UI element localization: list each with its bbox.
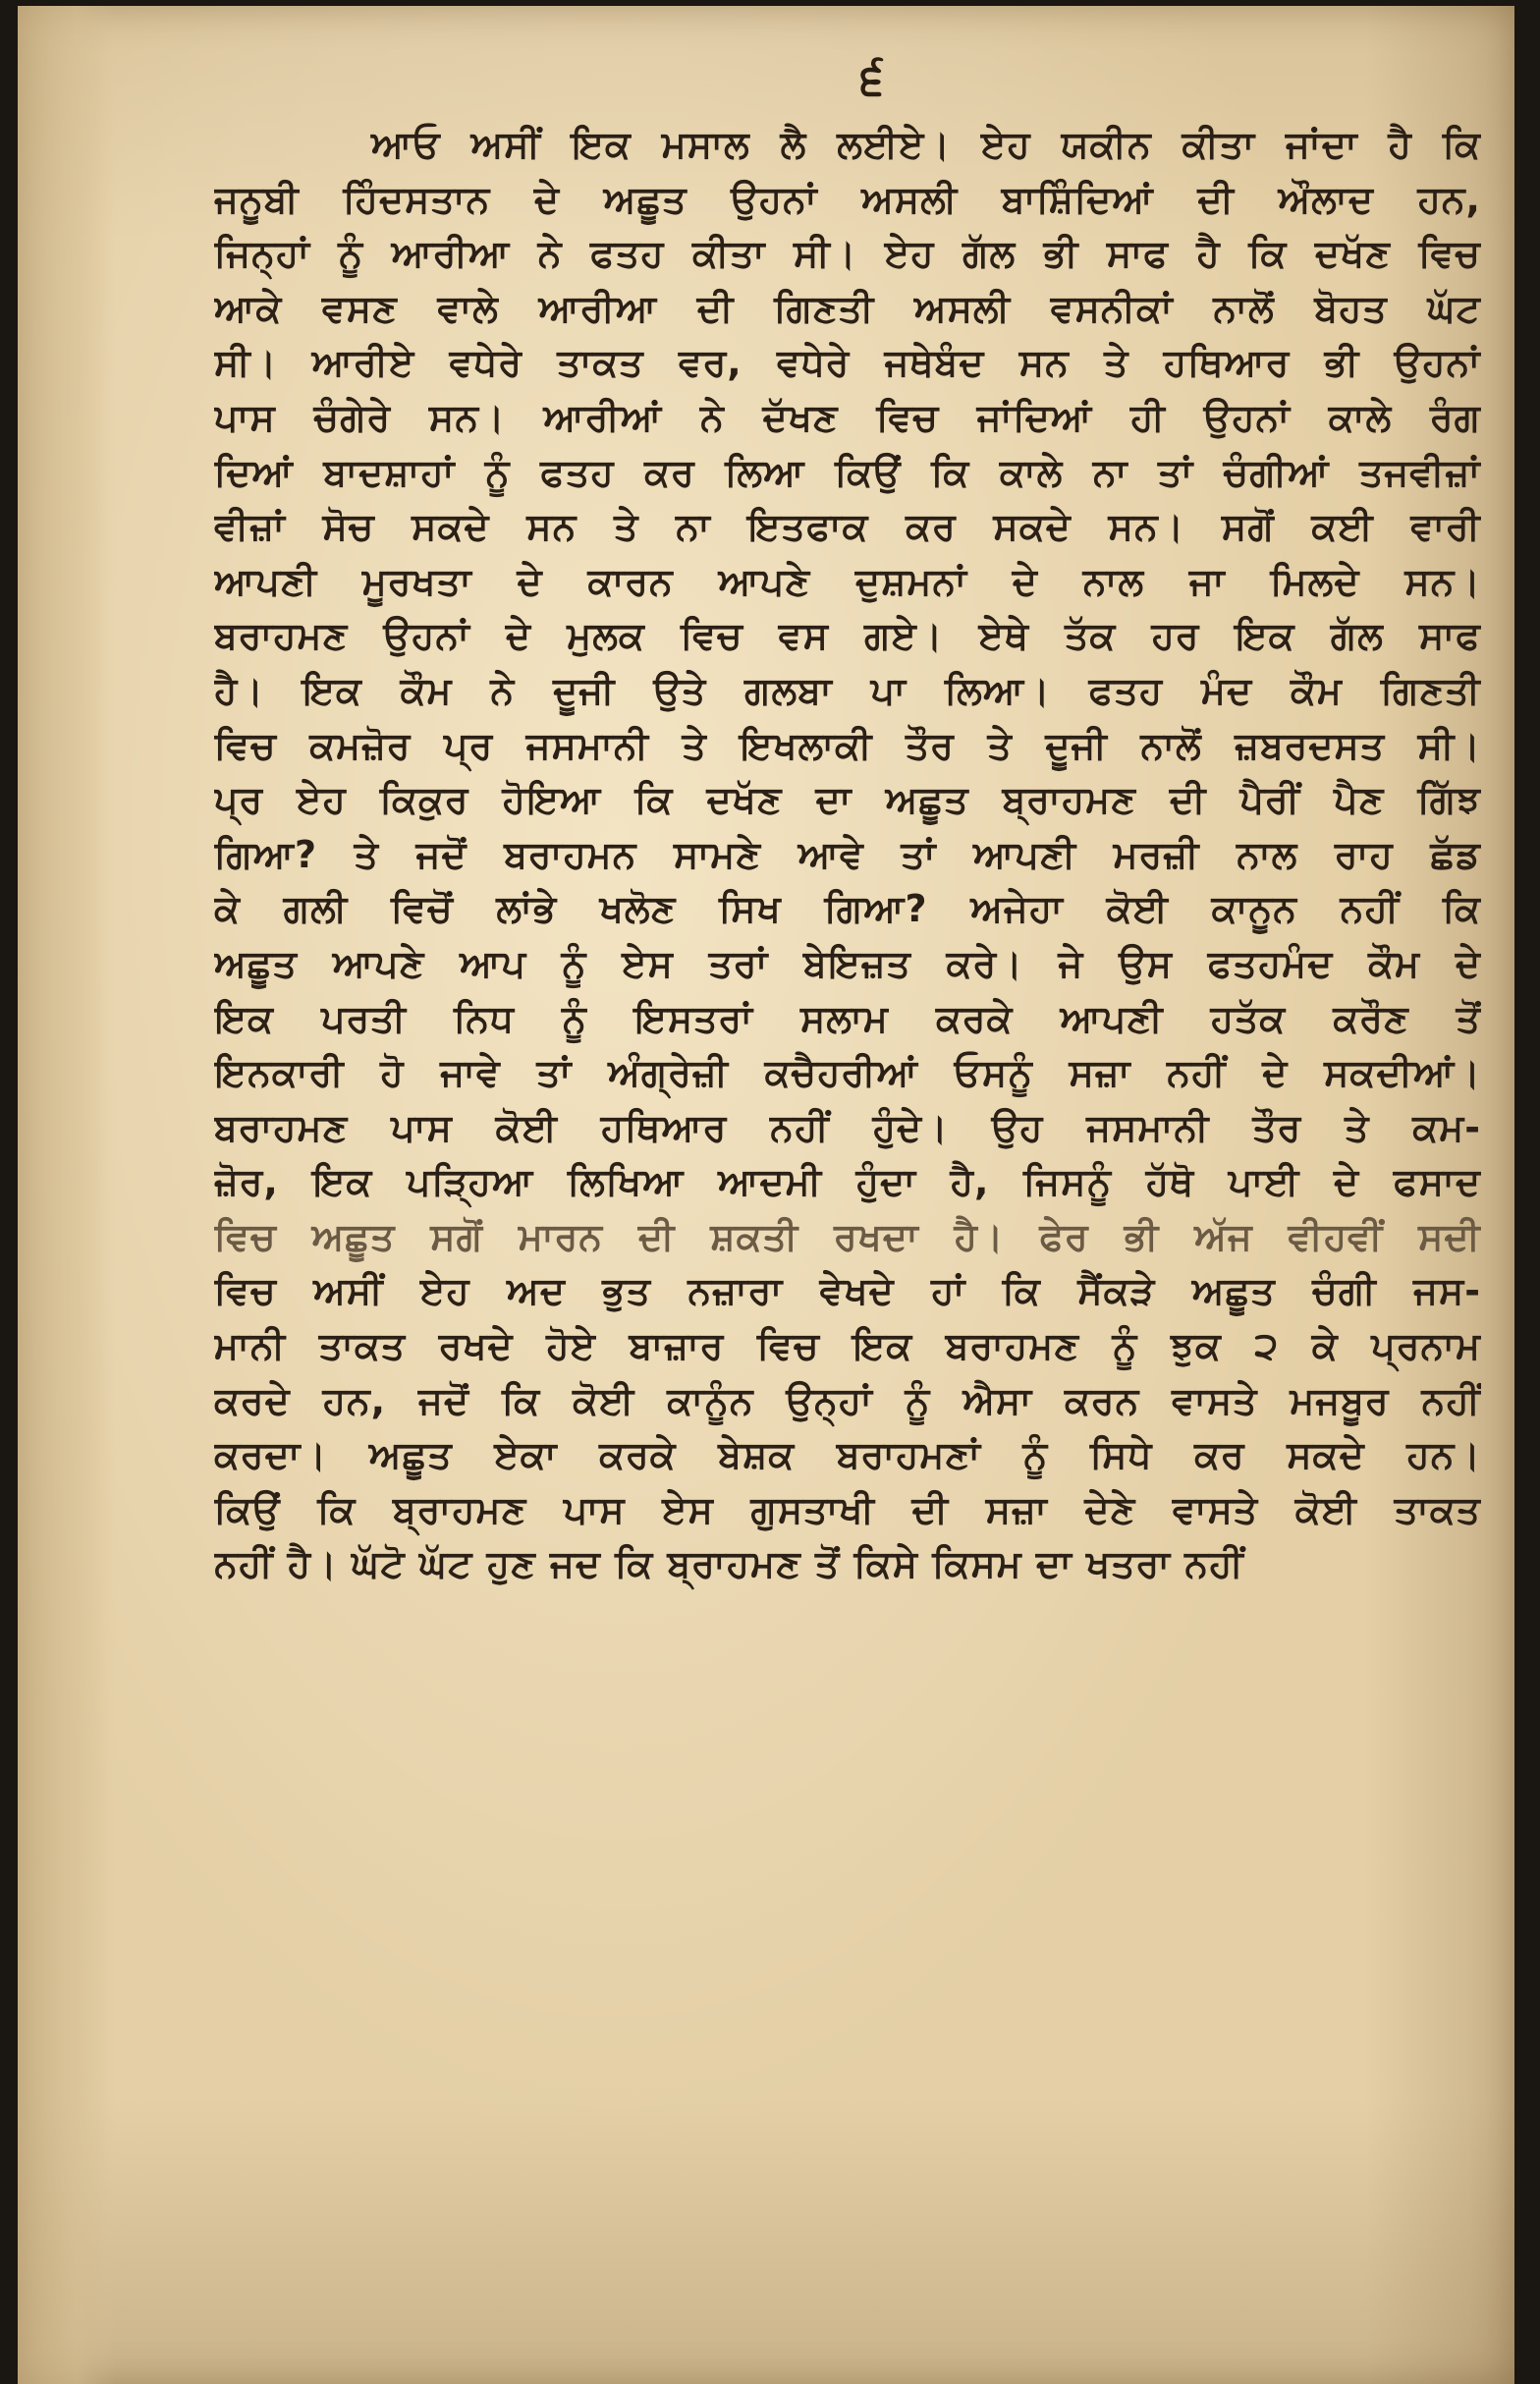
text-line: ਕਰਦਾ। ਅਛੂਤ ਏਕਾ ਕਰਕੇ ਬੇਸ਼ਕ ਬਰਾਹਮਣਾਂ ਨੂੰ ਸਿਧੇ ਕਰ ਸਕਦੇ ਹਨ।: [214, 1433, 1481, 1477]
text-line: ਵਿਚ ਕਮਜ਼ੋਰ ਪ੍ਰ ਜਸਮਾਨੀ ਤੇ ਇਖਲਾਕੀ ਤੌਰ ਤੇ ਦੂਜੀ ਨਾਲੋਂ ਜ਼ਬਰਦਸਤ ਸੀ।: [214, 723, 1481, 767]
page-number: ੬: [860, 51, 884, 104]
text-line: ਅਛੂਤ ਆਪਣੇ ਆਪ ਨੂੰ ਏਸ ਤਰਾਂ ਬੇਇਜ਼ਤ ਕਰੇ। ਜੇ ਉਸ ਫਤਹਮੰਦ ਕੌਮ ਦੇ: [214, 941, 1481, 985]
text-line: ਜਨੂਬੀ ਹਿੰਦਸਤਾਨ ਦੇ ਅਛੂਤ ਉਹਨਾਂ ਅਸਲੀ ਬਾਸ਼ਿੰਦਿਆਂ ਦੀ ਔਲਾਦ ਹਨ,: [214, 177, 1481, 221]
text-line: ਆਕੇ ਵਸਣ ਵਾਲੇ ਆਰੀਆ ਦੀ ਗਿਣਤੀ ਅਸਲੀ ਵਸਨੀਕਾਂ ਨਾਲੋਂ ਬੋਹਤ ਘੱਟ: [214, 286, 1481, 330]
text-line: ਪਾਸ ਚੰਗੇਰੇ ਸਨ। ਆਰੀਆਂ ਨੇ ਦੱਖਣ ਵਿਚ ਜਾਂਦਿਆਂ ਹੀ ਉਹਨਾਂ ਕਾਲੇ ਰੰਗ: [214, 395, 1481, 439]
text-line: ਆਓ ਅਸੀਂ ਇਕ ਮਸਾਲ ਲੈ ਲਈਏ। ਏਹ ਯਕੀਨ ਕੀਤਾ ਜਾਂਦਾ ਹੈ ਕਿ: [371, 123, 1481, 166]
text-line: ਗਿਆ? ਤੇ ਜਦੋਂ ਬਰਾਹਮਨ ਸਾਮਣੇ ਆਵੇ ਤਾਂ ਆਪਣੀ ਮਰਜ਼ੀ ਨਾਲ ਰਾਹ ਛੱਡ: [214, 832, 1481, 876]
text-line: ਇਨਕਾਰੀ ਹੋ ਜਾਵੇ ਤਾਂ ਅੰਗ੍ਰੇਜ਼ੀ ਕਚੈਹਰੀਆਂ ਓਸਨੂੰ ਸਜ਼ਾ ਨਹੀਂ ਦੇ ਸਕਦੀਆਂ।: [214, 1051, 1481, 1095]
text-line: ਜਿਨ੍ਹਾਂ ਨੂੰ ਆਰੀਆ ਨੇ ਫਤਹ ਕੀਤਾ ਸੀ। ਏਹ ਗੱਲ ਭੀ ਸਾਫ ਹੈ ਕਿ ਦਖੱਣ ਵਿਚ: [214, 232, 1481, 276]
text-line: ਵਿਚ ਅਛੂਤ ਸਗੋਂ ਮਾਰਨ ਦੀ ਸ਼ਕਤੀ ਰਖਦਾ ਹੈ। ਫੇਰ ਭੀ ਅੱਜ ਵੀਹਵੀਂ ਸਦੀ: [214, 1214, 1481, 1258]
text-line: ਇਕ ਪਰਤੀ ਨਿਧ ਨੂੰ ਇਸਤਰਾਂ ਸਲਾਮ ਕਰਕੇ ਆਪਣੀ ਹਤੱਕ ਕਰੌਣ ਤੋਂ: [214, 996, 1481, 1040]
text-line: ਕੇ ਗਲੀ ਵਿਚੋਂ ਲਾਂਭੇ ਖਲੋਣ ਸਿਖ ਗਿਆ? ਅਜੇਹਾ ਕੋਈ ਕਾਨੂਨ ਨਹੀਂ ਕਿ: [214, 887, 1481, 931]
paper-edge-shadow: [18, 6, 116, 2384]
text-line: ਪ੍ਰ ਏਹ ਕਿਕੁਰ ਹੋਇਆ ਕਿ ਦਖੱਣ ਦਾ ਅਛੂਤ ਬ੍ਰਾਹਮਣ ਦੀ ਪੈਰੀਂ ਪੈਣ ਗਿੱਝ: [214, 778, 1481, 822]
text-line: ਕਰਦੇ ਹਨ, ਜਦੋਂ ਕਿ ਕੋਈ ਕਾਨੂੰਨ ਉਨ੍ਹਾਂ ਨੂੰ ਐਸਾ ਕਰਨ ਵਾਸਤੇ ਮਜਬੂਰ ਨਹੀਂ: [214, 1378, 1481, 1422]
text-line: ਆਪਣੀ ਮੂਰਖਤਾ ਦੇ ਕਾਰਨ ਆਪਣੇ ਦੁਸ਼ਮਨਾਂ ਦੇ ਨਾਲ ਜਾ ਮਿਲਦੇ ਸਨ।: [214, 559, 1481, 603]
text-line: ਬਰਾਹਮਣ ਪਾਸ ਕੋਈ ਹਥਿਆਰ ਨਹੀਂ ਹੁੰਦੇ। ਉਹ ਜਸਮਾਨੀ ਤੌਰ ਤੇ ਕਮ-: [214, 1105, 1481, 1149]
text-line: ਹੈ। ਇਕ ਕੌਮ ਨੇ ਦੂਜੀ ਉਤੇ ਗਲਬਾ ਪਾ ਲਿਆ। ਫਤਹ ਮੰਦ ਕੌਮ ਗਿਣਤੀ: [214, 668, 1481, 712]
text-line: ਸੀ। ਆਰੀਏ ਵਧੇਰੇ ਤਾਕਤ ਵਰ, ਵਧੇਰੇ ਜਥੇਬੰਦ ਸਨ ਤੇ ਹਥਿਆਰ ਭੀ ਉਹਨਾਂ: [214, 341, 1481, 385]
text-line: ਨਹੀਂ ਹੈ। ਘੱਟੋ ਘੱਟ ਹੁਣ ਜਦ ਕਿ ਬ੍ਰਾਹਮਣ ਤੋਂ ਕਿਸੇ ਕਿਸਮ ਦਾ ਖਤਰਾ ਨਹੀਂ: [214, 1542, 1244, 1586]
text-line: ਜ਼ੋਰ, ਇਕ ਪੜ੍ਹਿਆ ਲਿਖਿਆ ਆਦਮੀ ਹੁੰਦਾ ਹੈ, ਜਿਸਨੂੰ ਹੱਥੋ ਪਾਈ ਦੇ ਫਸਾਦ: [214, 1160, 1481, 1204]
text-line: ਵੀਜ਼ਾਂ ਸੋਚ ਸਕਦੇ ਸਨ ਤੇ ਨਾ ਇਤਫਾਕ ਕਰ ਸਕਦੇ ਸਨ। ਸਗੋਂ ਕਈ ਵਾਰੀ: [214, 505, 1481, 549]
body-text: [214, 118, 1481, 1592]
text-line: ਬਰਾਹਮਣ ਉਹਨਾਂ ਦੇ ਮੁਲਕ ਵਿਚ ਵਸ ਗਏ। ਏਥੇ ਤੱਕ ਹਰ ਇਕ ਗੱਲ ਸਾਫ: [214, 614, 1481, 658]
text-line: ਮਾਨੀ ਤਾਕਤ ਰਖਦੇ ਹੋਏ ਬਾਜ਼ਾਰ ਵਿਚ ਇਕ ਬਰਾਹਮਣ ਨੂੰ ਝੁਕ ੨ ਕੇ ਪ੍ਰਨਾਮ: [214, 1324, 1481, 1368]
text-line: ਦਿਆਂ ਬਾਦਸ਼ਾਹਾਂ ਨੂੰ ਫਤਹ ਕਰ ਲਿਆ ਕਿਉਂ ਕਿ ਕਾਲੇ ਨਾ ਤਾਂ ਚੰਗੀਆਂ ਤਜਵੀਜ਼ਾਂ: [214, 450, 1481, 494]
text-line: ਕਿਉਂ ਕਿ ਬ੍ਰਾਹਮਣ ਪਾਸ ਏਸ ਗੁਸਤਾਖੀ ਦੀ ਸਜ਼ਾ ਦੇਣੇ ਵਾਸਤੇ ਕੋਈ ਤਾਕਤ: [214, 1487, 1481, 1531]
text-line: ਵਿਚ ਅਸੀਂ ਏਹ ਅਦ ਭੁਤ ਨਜ਼ਾਰਾ ਵੇਖਦੇ ਹਾਂ ਕਿ ਸੈਂਕੜੇ ਅਛੂਤ ਚੰਗੀ ਜਸ-: [214, 1269, 1481, 1313]
